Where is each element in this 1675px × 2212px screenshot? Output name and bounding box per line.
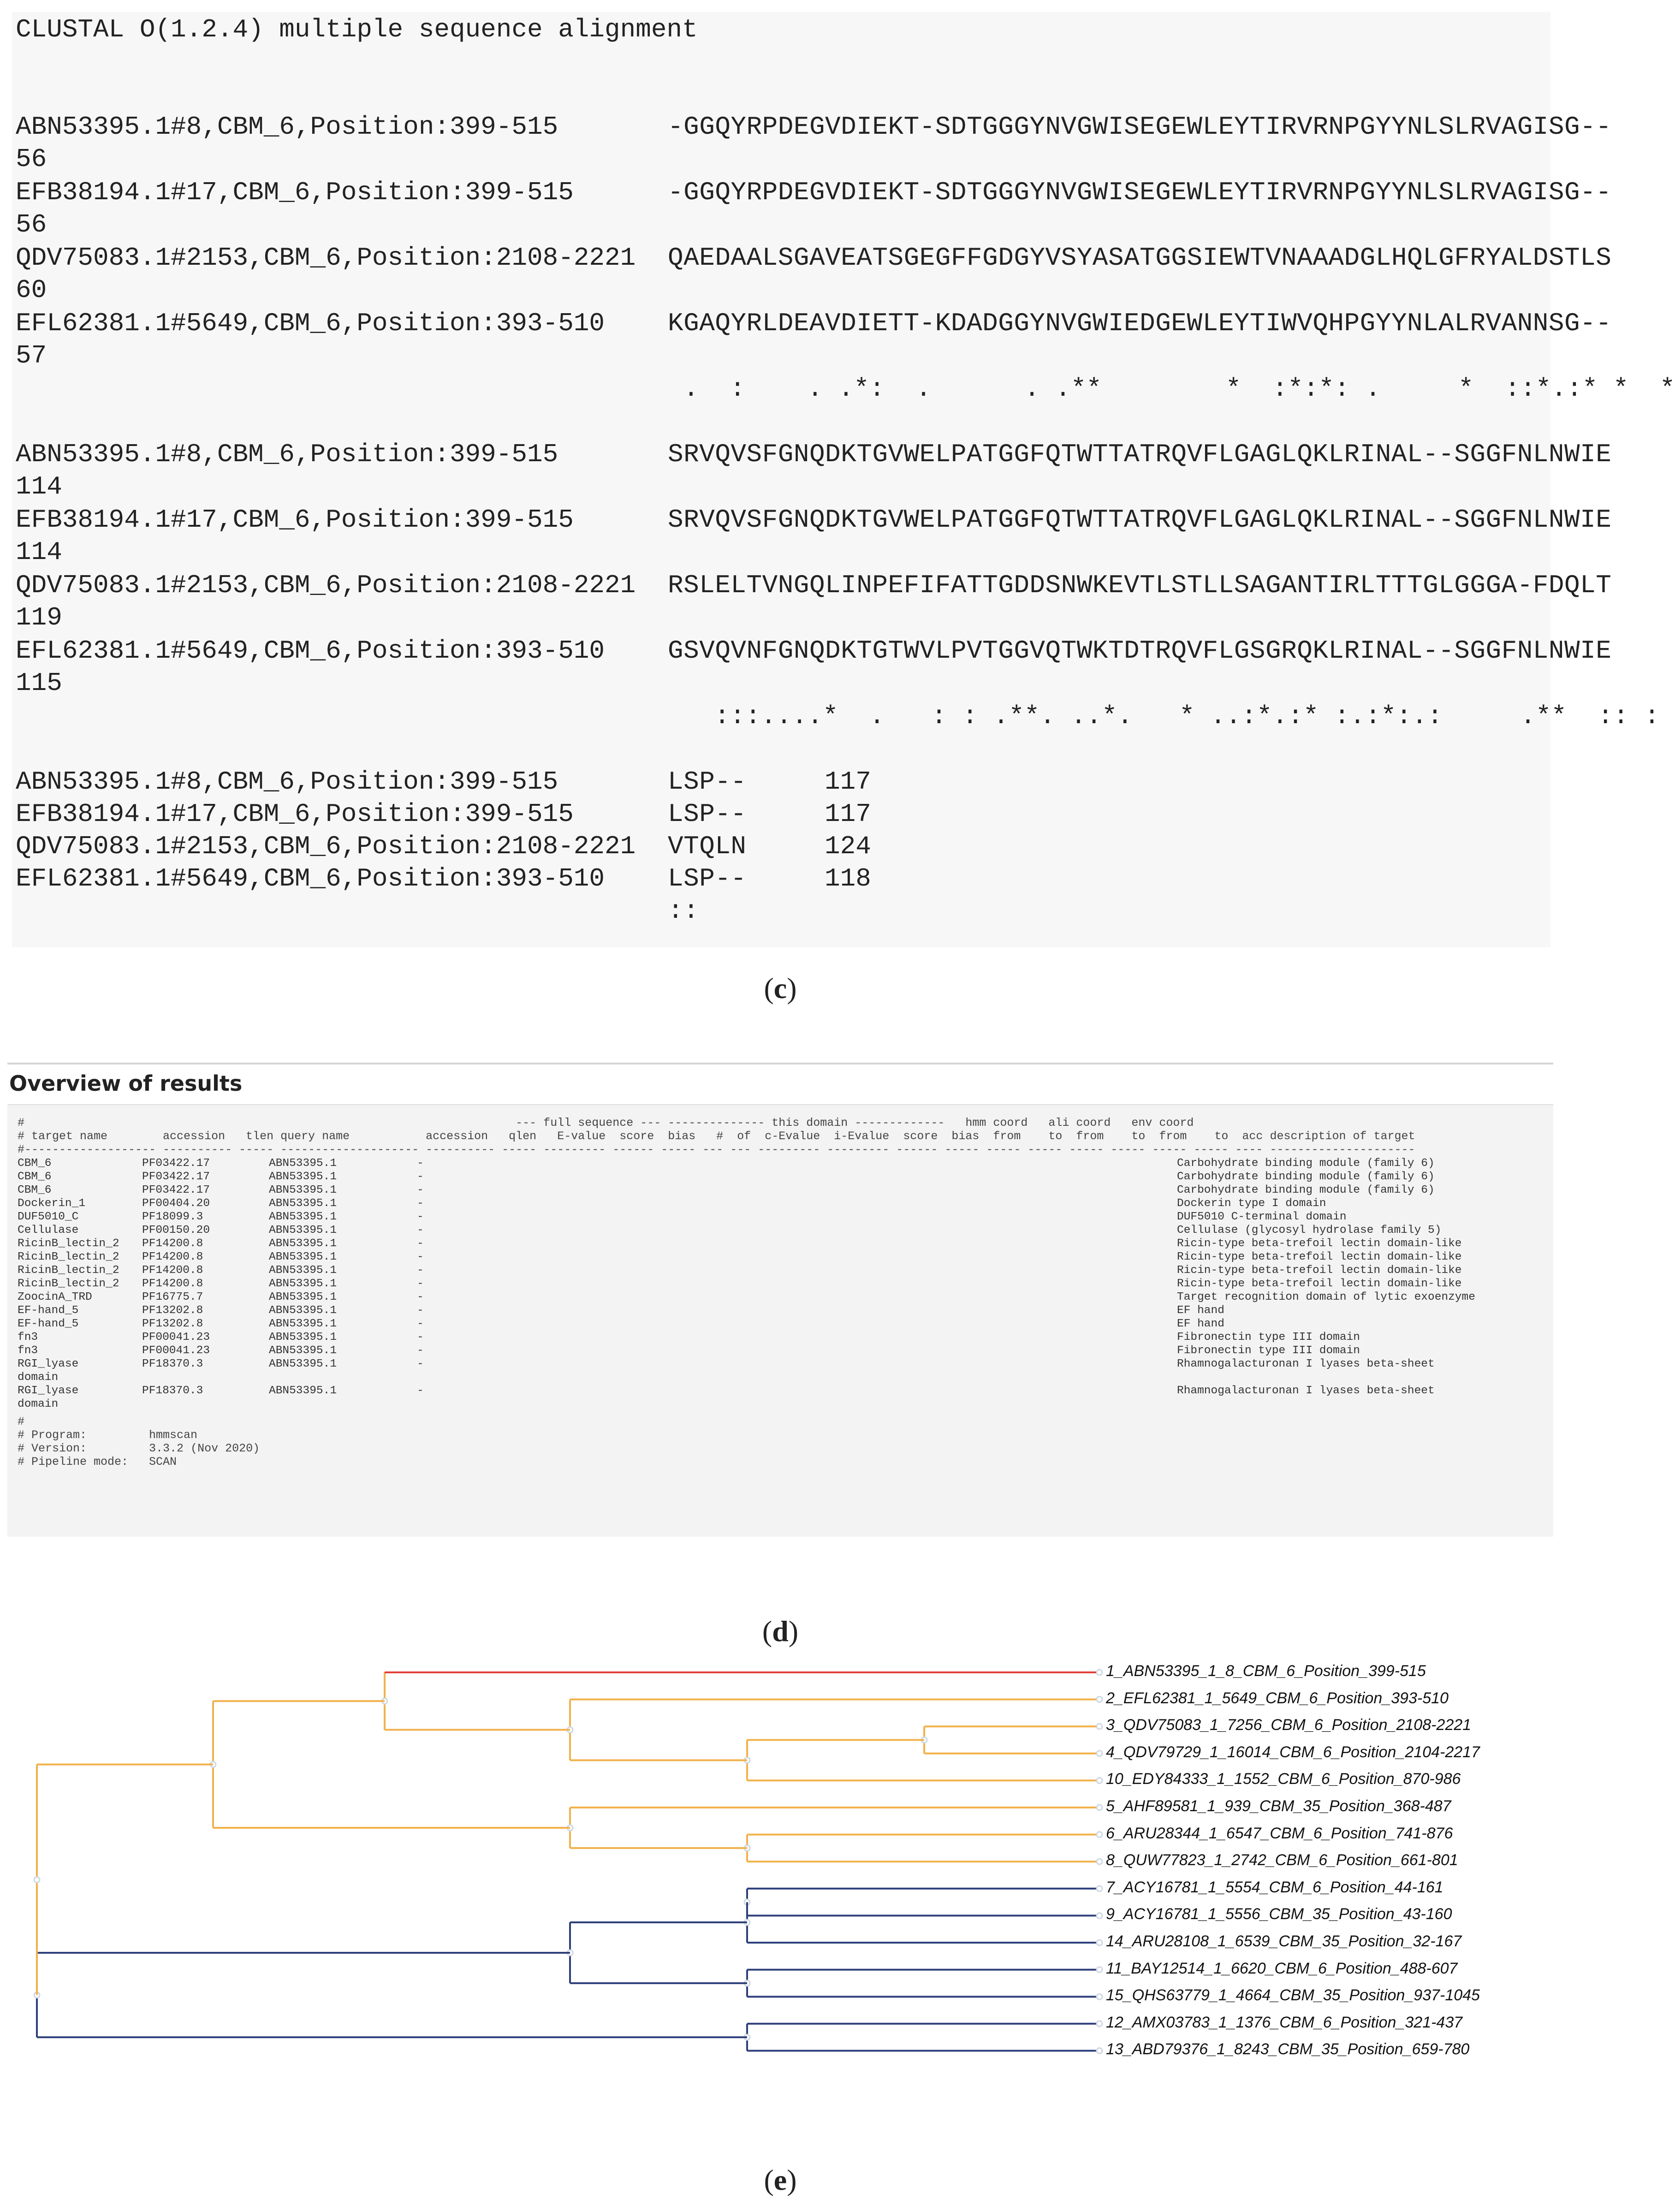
table-cell: Ricin-type beta-trefoil lectin domain-like — [1177, 1237, 1462, 1250]
table-cell: - — [417, 1304, 424, 1317]
alignment-name: EFL62381.1#5649,CBM_6,Position:393-510 57 — [16, 309, 605, 370]
phylogenetic-tree-panel — [0, 1642, 1561, 2103]
table-cell: ABN53395.1 — [269, 1318, 337, 1330]
table-header-line: # --- full sequence --- -------------- this domain ------------- hmm coord ali coord env coord — [18, 1116, 1194, 1130]
table-cell: - — [417, 1171, 424, 1183]
alignment-sequence: GSVQVNFGNQDKTGTWVLPVTGGVQTWKTDTRQVFLGSGRQKLRINAL--SGGFNLNWIE — [668, 636, 1612, 666]
table-cell: ABN53395.1 — [269, 1385, 337, 1397]
table-header-line: #------------------- ---------- ----- -------------------- ---------- ----- --------- ------ ----- --- --- --------- --------- ------ ----- ----- ----- ----- ----- ----- ----- ---- --------------------- — [18, 1143, 1415, 1156]
alignment-name: EFB38194.1#17,CBM_6,Position:399-515 56 — [16, 178, 574, 239]
tree-node — [1097, 1940, 1102, 1945]
panel-label-c: (c) — [764, 972, 797, 1005]
consensus-line: :::....* . : : .**. ..*. * ..:*.:* :.:*:.: .** :: : — [668, 702, 1660, 731]
table-cell: Carbohydrate binding module (family 6) — [1177, 1157, 1435, 1170]
table-cell: ABN53395.1 — [269, 1291, 337, 1303]
alignment-name: EFB38194.1#17,CBM_6,Position:399-515 114 — [16, 505, 574, 567]
tree-leaf-label: 1_ABN53395_1_8_CBM_6_Position_399-515 — [1106, 1662, 1426, 1680]
table-cell: fn3 — [18, 1331, 38, 1344]
table-cell: RGI_lyase — [18, 1385, 79, 1397]
table-cell: - — [417, 1318, 424, 1330]
table-cell: fn3 — [18, 1344, 38, 1357]
tree-node — [1097, 2021, 1102, 2027]
table-cell: - — [417, 1278, 424, 1290]
tree-leaf-label: 9_ACY16781_1_5556_CBM_35_Position_43-160 — [1106, 1905, 1452, 1923]
table-cell: CBM_6 — [18, 1157, 52, 1170]
alignment-name: EFL62381.1#5649,CBM_6,Position:393-510 115 — [16, 636, 605, 698]
alignment-name: ABN53395.1#8,CBM_6,Position:399-515 — [16, 767, 558, 797]
table-cell: PF16775.7 — [142, 1291, 203, 1303]
consensus-line: . : . .*: . . .** * :*:*: . * ::*.:* * * — [668, 374, 1675, 404]
tree-leaf-label: 14_ARU28108_1_6539_CBM_35_Position_32-167 — [1106, 1933, 1462, 1950]
table-cell: - — [417, 1184, 424, 1196]
footer-line: # Program: hmmscan — [18, 1428, 198, 1442]
tree-node — [1097, 2048, 1102, 2053]
tree-node — [1097, 1724, 1102, 1729]
tree-node — [1097, 1670, 1102, 1675]
table-cell: Fibronectin type III domain — [1177, 1331, 1360, 1344]
table-cell: domain — [18, 1371, 59, 1384]
table-cell: DUF5010_C — [18, 1211, 79, 1223]
alignment-sequence: -GGQYRPDEGVDIEKT-SDTGGGYNVGWISEGEWLEYTIRVRNPGYYNLSLRVAGISG-- — [668, 112, 1612, 142]
table-cell: - — [417, 1344, 424, 1357]
alignment-sequence: RSLELTVNGQLINPEFIFATTGDDSNWKEVTLSTLLSAGANTIRLTTTGLGGGA-FDQLT — [668, 571, 1612, 600]
alignment-length: 117 — [825, 767, 871, 797]
table-cell: ABN53395.1 — [269, 1278, 337, 1290]
table-cell: PF14200.8 — [142, 1278, 203, 1290]
table-cell: PF18099.3 — [142, 1211, 203, 1223]
results-header — [7, 1064, 1553, 1105]
table-cell: - — [417, 1385, 424, 1397]
alignment-name: EFL62381.1#5649,CBM_6,Position:393-510 — [16, 864, 605, 893]
table-cell: PF18370.3 — [142, 1385, 203, 1397]
alignment-name: EFB38194.1#17,CBM_6,Position:399-515 — [16, 799, 574, 829]
table-cell: - — [417, 1211, 424, 1223]
tree-leaf-label: 15_QHS63779_1_4664_CBM_35_Position_937-1045 — [1106, 1986, 1480, 2004]
tree-node — [1097, 1751, 1102, 1756]
table-cell: - — [417, 1251, 424, 1263]
table-cell: ABN53395.1 — [269, 1157, 337, 1170]
table-cell: CBM_6 — [18, 1171, 52, 1183]
table-cell: EF hand — [1177, 1318, 1224, 1330]
alignment-sequence: QAEDAALSGAVEATSGEGFFGDGYVSYASATGGSIEWTVNAAADGLHQLGFRYALDSTLS — [668, 243, 1612, 273]
table-cell: ABN53395.1 — [269, 1264, 337, 1277]
footer-line: # — [18, 1415, 25, 1428]
table-cell: - — [417, 1224, 424, 1237]
table-cell: PF13202.8 — [142, 1318, 203, 1330]
footer-line: # Version: 3.3.2 (Nov 2020) — [18, 1442, 260, 1455]
table-cell: PF00150.20 — [142, 1224, 210, 1237]
alignment-sequence: LSP-- — [668, 799, 747, 829]
alignment-name: QDV75083.1#2153,CBM_6,Position:2108-2221 119 — [16, 571, 636, 632]
table-cell: Ricin-type beta-trefoil lectin domain-like — [1177, 1251, 1462, 1263]
table-cell: Dockerin_1 — [18, 1197, 86, 1210]
table-cell: EF-hand_5 — [18, 1318, 79, 1330]
table-cell: ABN53395.1 — [269, 1251, 337, 1263]
table-cell: - — [417, 1237, 424, 1250]
table-cell: ABN53395.1 — [269, 1171, 337, 1183]
table-cell: EF-hand_5 — [18, 1304, 79, 1317]
tree-leaf-label: 12_AMX03783_1_1376_CBM_6_Position_321-437 — [1106, 2013, 1463, 2031]
panel-label-e: (e) — [764, 2164, 797, 2196]
table-cell: - — [417, 1157, 424, 1170]
tree-node — [1097, 1994, 1102, 1999]
table-cell: Target recognition domain of lytic exoenzyme — [1177, 1291, 1475, 1303]
table-cell: - — [417, 1264, 424, 1277]
table-cell: PF14200.8 — [142, 1251, 203, 1263]
footer-line: # Pipeline mode: SCAN — [18, 1455, 177, 1469]
tree-leaf-label: 11_BAY12514_1_6620_CBM_6_Position_488-607 — [1106, 1959, 1458, 1977]
table-cell: DUF5010 C-terminal domain — [1177, 1211, 1347, 1223]
table-cell: PF14200.8 — [142, 1264, 203, 1277]
consensus-line: :: — [668, 896, 699, 926]
alignment-title: CLUSTAL O(1.2.4) multiple sequence alignment — [16, 15, 698, 44]
alignment-sequence: SRVQVSFGNQDKTGVWELPATGGFQTWTTATRQVFLGAGLQKLRINAL--SGGFNLNWIE — [668, 505, 1612, 535]
table-cell: PF03422.17 — [142, 1184, 210, 1196]
table-cell: RicinB_lectin_2 — [18, 1237, 119, 1250]
tree-leaf-label: 8_QUW77823_1_2742_CBM_6_Position_661-801 — [1106, 1851, 1458, 1869]
table-cell: Ricin-type beta-trefoil lectin domain-like — [1177, 1278, 1462, 1290]
table-cell: ABN53395.1 — [269, 1344, 337, 1357]
table-header-line: # target name accession tlen query name accession qlen E-value score bias # of c-Evalue i-Evalue score bias from to from to from to acc description of target — [18, 1130, 1415, 1143]
table-cell: Rhamnogalacturonan I lyases beta-sheet — [1177, 1385, 1435, 1397]
clustal-alignment-panel — [12, 12, 1675, 947]
tree-leaf-label: 5_AHF89581_1_939_CBM_35_Position_368-487 — [1106, 1797, 1451, 1815]
table-cell: ZoocinA_TRD — [18, 1291, 92, 1303]
table-cell: ABN53395.1 — [269, 1184, 337, 1196]
table-cell: PF00041.23 — [142, 1344, 210, 1357]
results-heading: Overview of results — [9, 1071, 243, 1096]
table-cell: Dockerin type I domain — [1177, 1197, 1326, 1210]
alignment-sequence: -GGQYRPDEGVDIEKT-SDTGGGYNVGWISEGEWLEYTIRVRNPGYYNLSLRVAGISG-- — [668, 178, 1612, 207]
table-cell: PF00404.20 — [142, 1197, 210, 1210]
hmmscan-results-panel — [7, 1063, 1553, 1537]
table-cell: ABN53395.1 — [269, 1237, 337, 1250]
alignment-sequence: VTQLN — [668, 832, 747, 861]
tree-node — [1097, 1697, 1102, 1702]
table-cell: - — [417, 1291, 424, 1303]
alignment-sequence: LSP-- — [668, 767, 747, 797]
table-cell: ABN53395.1 — [269, 1224, 337, 1237]
table-cell: EF hand — [1177, 1304, 1224, 1317]
tree-node — [1097, 1778, 1102, 1783]
alignment-length: 124 — [825, 832, 871, 861]
alignment-length: 117 — [825, 799, 871, 829]
table-cell: Cellulase (glycosyl hydrolase family 5) — [1177, 1224, 1442, 1237]
table-cell: PF14200.8 — [142, 1237, 203, 1250]
table-cell: RicinB_lectin_2 — [18, 1264, 119, 1277]
alignment-name: ABN53395.1#8,CBM_6,Position:399-515 114 — [16, 440, 558, 501]
tree-node — [34, 1877, 40, 1883]
tree-node — [1097, 1913, 1102, 1918]
tree-node — [1097, 1805, 1102, 1810]
table-cell: PF00041.23 — [142, 1331, 210, 1344]
table-cell: ABN53395.1 — [269, 1331, 337, 1344]
tree-node — [1097, 1832, 1102, 1837]
tree-leaf-label: 2_EFL62381_1_5649_CBM_6_Position_393-510 — [1106, 1689, 1449, 1707]
table-cell: Cellulase — [18, 1224, 79, 1237]
table-cell: ABN53395.1 — [269, 1211, 337, 1223]
alignment-sequence: KGAQYRLDEAVDIETT-KDADGGYNVGWIEDGEWLEYTIWVQHPGYYNLALRVANNSG-- — [668, 309, 1612, 338]
tree-svg — [0, 1642, 1561, 2103]
tree-leaf-label: 13_ABD79376_1_8243_CBM_35_Position_659-780 — [1106, 2040, 1470, 2058]
table-cell: - — [417, 1358, 424, 1370]
alignment-name: ABN53395.1#8,CBM_6,Position:399-515 56 — [16, 112, 558, 174]
table-cell: RGI_lyase — [18, 1358, 79, 1370]
table-cell: CBM_6 — [18, 1184, 52, 1196]
table-cell: RicinB_lectin_2 — [18, 1278, 119, 1290]
table-cell: Fibronectin type III domain — [1177, 1344, 1360, 1357]
tree-leaf-label: 10_EDY84333_1_1552_CBM_6_Position_870-986 — [1106, 1770, 1461, 1788]
table-cell: - — [417, 1331, 424, 1344]
tree-node — [1097, 1886, 1102, 1891]
table-cell: - — [417, 1197, 424, 1210]
table-cell: PF03422.17 — [142, 1157, 210, 1170]
tree-leaf-label: 6_ARU28344_1_6547_CBM_6_Position_741-876 — [1106, 1824, 1453, 1842]
alignment-sequence: LSP-- — [668, 864, 747, 893]
panel-label-d: (d) — [762, 1615, 799, 1647]
alignment-length: 118 — [825, 864, 871, 893]
table-cell: Ricin-type beta-trefoil lectin domain-like — [1177, 1264, 1462, 1277]
tree-leaf-label: 3_QDV75083_1_7256_CBM_6_Position_2108-2221 — [1106, 1716, 1472, 1734]
table-cell: ABN53395.1 — [269, 1304, 337, 1317]
alignment-name: QDV75083.1#2153,CBM_6,Position:2108-2221 60 — [16, 243, 636, 305]
table-cell: ABN53395.1 — [269, 1197, 337, 1210]
alignment-sequence: SRVQVSFGNQDKTGVWELPATGGFQTWTTATRQVFLGAGLQKLRINAL--SGGFNLNWIE — [668, 440, 1612, 469]
table-cell: ABN53395.1 — [269, 1358, 337, 1370]
table-cell: Carbohydrate binding module (family 6) — [1177, 1171, 1435, 1183]
table-cell: PF03422.17 — [142, 1171, 210, 1183]
table-cell: PF18370.3 — [142, 1358, 203, 1370]
tree-node — [1097, 1859, 1102, 1864]
tree-leaf-label: 4_QDV79729_1_16014_CBM_6_Position_2104-2217 — [1106, 1743, 1480, 1761]
table-cell: RicinB_lectin_2 — [18, 1251, 119, 1263]
table-cell: Carbohydrate binding module (family 6) — [1177, 1184, 1435, 1196]
table-cell: PF13202.8 — [142, 1304, 203, 1317]
table-cell: Rhamnogalacturonan I lyases beta-sheet — [1177, 1358, 1435, 1370]
tree-leaf-label: 7_ACY16781_1_5554_CBM_6_Position_44-161 — [1106, 1878, 1443, 1896]
alignment-name: QDV75083.1#2153,CBM_6,Position:2108-2221 — [16, 832, 636, 861]
table-cell: domain — [18, 1398, 59, 1410]
tree-node — [1097, 1967, 1102, 1973]
